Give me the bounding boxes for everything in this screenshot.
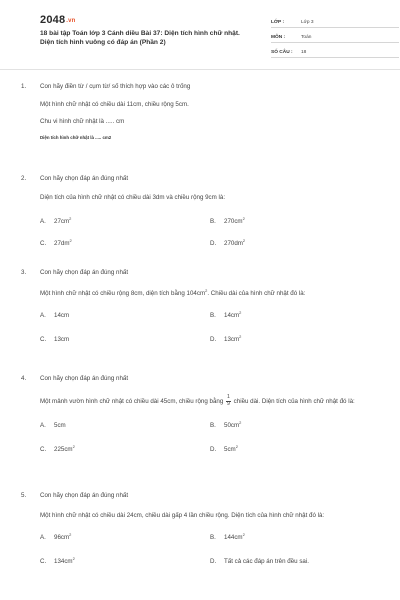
option-letter: D. (210, 558, 217, 565)
option-letter: B. (210, 534, 216, 541)
option-b[interactable] (210, 312, 380, 320)
option-exponent: 2 (69, 238, 72, 243)
option-value: 50cm (224, 422, 240, 429)
option-exponent: 2 (239, 310, 242, 315)
question-number: 2. (21, 175, 27, 182)
option-exponent: 2 (242, 532, 245, 537)
answer-options (40, 534, 381, 566)
logo-domain-text: .vn (66, 18, 76, 24)
option-exponent: 2 (239, 420, 242, 425)
option-exponent: 2 (239, 334, 242, 339)
option-c[interactable] (40, 558, 210, 566)
option-value: 14cm (54, 312, 70, 319)
fill-blank-perimeter[interactable]: Chu vi hình chữ nhật là ..... cm (40, 118, 125, 125)
logo-main-text: 2048 (40, 14, 66, 26)
question-5 (21, 492, 381, 592)
meta-value: 18 (301, 50, 307, 55)
question-prompt: Con hãy chọn đáp án đúng nhất (40, 175, 129, 182)
option-letter: A. (40, 534, 46, 541)
option-a[interactable] (40, 422, 210, 430)
question-text-part: Một hình chữ nhật có chiều rộng 8cm, diện tích bằng 104cm (40, 290, 206, 297)
option-letter: B. (210, 312, 216, 319)
option-exponent: 2 (69, 532, 72, 537)
option-c[interactable] (40, 240, 210, 248)
option-exponent: 2 (242, 216, 245, 221)
question-2 (21, 175, 381, 265)
question-prompt: Con hãy chọn đáp án đúng nhất (40, 269, 129, 276)
option-value: 144cm (224, 534, 243, 541)
question-prompt: Con hãy chọn đáp án đúng nhất (40, 375, 129, 382)
option-letter: D. (210, 240, 217, 247)
question-prompt: Con hãy điền từ / cụm từ/ số thích hợp vào các ô trống (40, 83, 191, 90)
option-b[interactable] (210, 218, 380, 226)
meta-row-subject (271, 30, 399, 43)
option-letter: B. (210, 422, 216, 429)
question-number: 5. (21, 492, 27, 499)
option-c[interactable] (40, 446, 210, 454)
page-header (19, 0, 381, 62)
option-exponent: 2 (242, 238, 246, 243)
question-prompt: Con hãy chọn đáp án đúng nhất (40, 492, 129, 499)
option-b[interactable] (210, 534, 380, 542)
option-value: 14cm (224, 312, 240, 319)
option-value: 134cm (54, 558, 73, 565)
question-text: Diện tích của hình chữ nhật có chiều dài 3dm và chiều rộng 9cm là: (40, 194, 226, 201)
option-value: 13cm (224, 336, 240, 343)
option-b[interactable] (210, 422, 380, 430)
answer-options (40, 218, 381, 248)
option-exponent: 2 (235, 444, 238, 449)
option-a[interactable] (40, 312, 210, 320)
option-value: 96cm (54, 534, 70, 541)
option-value: Tất cả các đáp án trên đều sai. (224, 558, 309, 565)
question-number: 4. (21, 375, 27, 382)
question-text-part: Một mảnh vườn hình chữ nhật có chiều dài 45cm, chiều rộng bằng (40, 398, 224, 405)
option-value: 225cm (54, 446, 73, 453)
fraction-denominator: 9 (227, 400, 230, 407)
question-text-part: chiều dài. Diện tích của hình chữ nhật đó là: (233, 398, 355, 405)
option-letter: C. (40, 558, 47, 565)
option-value: 5cm (224, 446, 236, 453)
option-d[interactable] (210, 336, 380, 344)
meta-value: Lớp 3 (301, 20, 314, 25)
question-text: Một hình chữ nhật có chiều dài 11cm, chiều rộng 5cm. (40, 101, 189, 108)
fraction (226, 395, 231, 407)
question-text-exponent: 2 (205, 288, 208, 293)
meta-label: LỚP : (271, 20, 285, 25)
option-c[interactable] (40, 336, 210, 344)
fill-blank-area[interactable]: Diện tích hình chữ nhật là ..... cm2 (40, 135, 112, 140)
fraction-numerator: 1 (227, 394, 230, 401)
option-letter: C. (40, 446, 47, 453)
option-exponent: 2 (69, 216, 72, 221)
question-3 (21, 269, 381, 367)
option-letter: D. (210, 446, 217, 453)
question-text (40, 289, 381, 299)
question-number: 1. (21, 83, 27, 90)
question-text (40, 395, 381, 409)
question-number: 3. (21, 269, 27, 276)
option-value: 13cm (54, 336, 70, 343)
meta-label: SỐ CÂU : (271, 50, 293, 55)
document-title: 18 bài tập Toán lớp 3 Cánh diều Bài 37: Diện tích hình chữ nhật. Diện tích hình vuông có đáp án (Phần 2) (40, 30, 240, 46)
answer-options (40, 312, 381, 344)
option-letter: D. (210, 336, 217, 343)
option-value: 270cm (224, 218, 243, 225)
option-value: 27cm (54, 218, 70, 225)
question-1 (21, 83, 381, 159)
option-value: 5cm (54, 422, 66, 429)
question-4 (21, 375, 381, 489)
option-letter: A. (40, 312, 46, 319)
question-text-part: . Chiều dài của hình chữ nhật đó là: (207, 290, 306, 297)
option-exponent: 2 (72, 556, 75, 561)
option-exponent: 2 (72, 444, 75, 449)
site-logo[interactable] (40, 14, 76, 26)
option-letter: A. (40, 218, 46, 225)
option-a[interactable] (40, 218, 210, 226)
option-letter: B. (210, 218, 216, 225)
option-value: 270dm (224, 240, 243, 247)
option-letter: C. (40, 240, 47, 247)
option-value: 27dm (54, 240, 70, 247)
option-d[interactable] (210, 446, 380, 454)
metadata-box (271, 15, 399, 60)
option-a[interactable] (40, 534, 210, 542)
question-list (21, 83, 381, 592)
header-divider (0, 69, 400, 70)
meta-row-class (271, 15, 399, 28)
option-d[interactable] (210, 240, 380, 248)
answer-options (40, 422, 381, 454)
option-letter: C. (40, 336, 47, 343)
question-text: Một hình chữ nhật có chiều dài 24cm, chiều dài gấp 4 lần chiều rộng. Diện tích của hình chữ nhật đó là: (40, 512, 325, 519)
meta-row-count (271, 45, 399, 58)
option-letter: A. (40, 422, 46, 429)
meta-value: Toán (301, 35, 312, 40)
option-d[interactable] (210, 558, 380, 566)
meta-label: MÔN : (271, 35, 286, 40)
